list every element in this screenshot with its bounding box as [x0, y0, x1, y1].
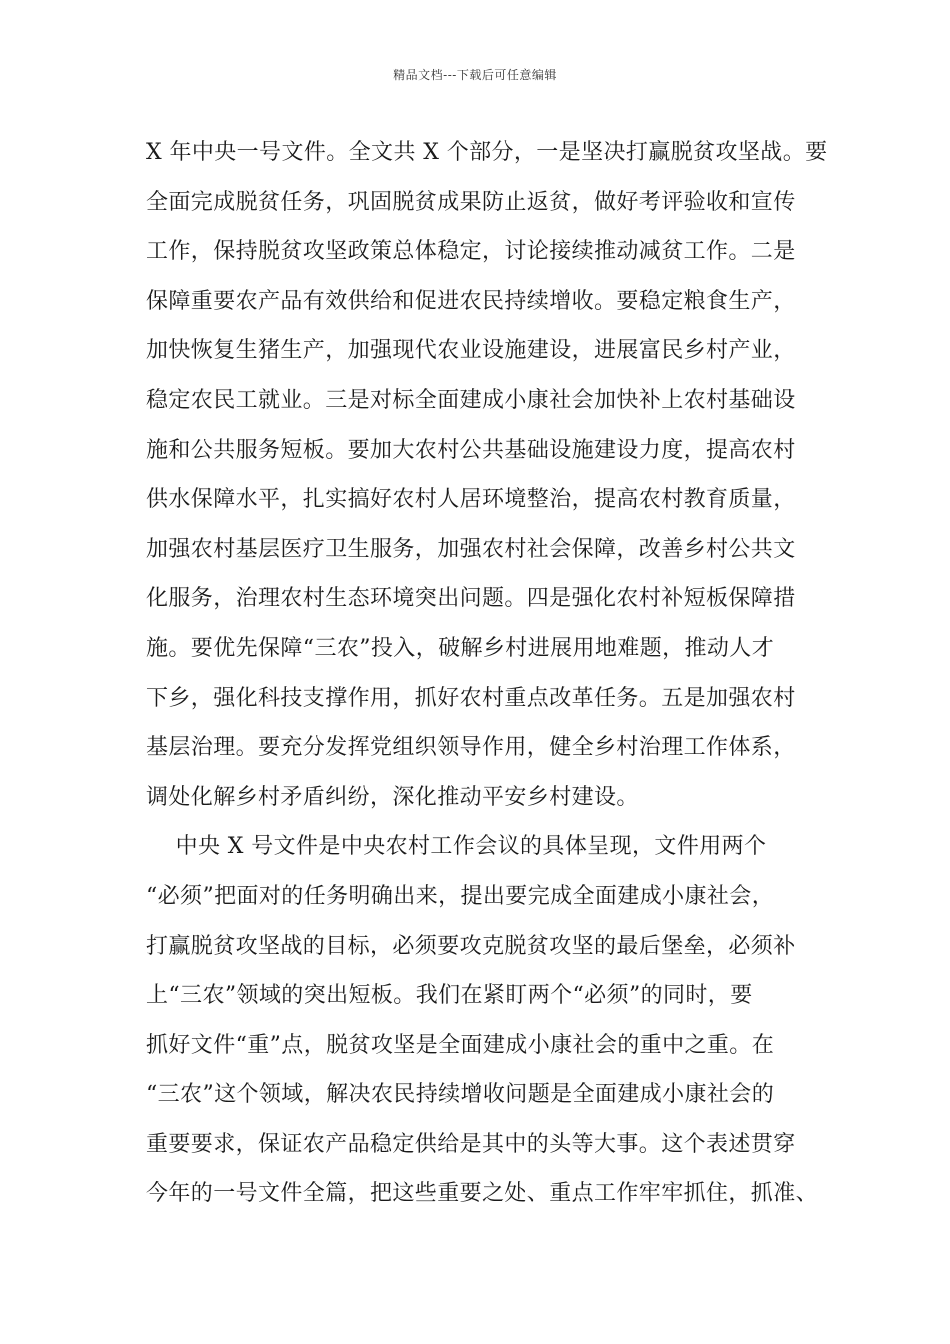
text-line: 保障重要农产品有效供给和促进农民持续增收。要稳定粮食生产， [146, 288, 796, 314]
text-line: 打赢脱贫攻坚战的目标，必须要攻克脱贫攻坚的最后堡垒，必须补 [146, 933, 796, 959]
text-line: 基层治理。要充分发挥党组织领导作用，健全乡村治理工作体系， [146, 735, 796, 761]
text-line: 加快恢复生猪生产，加强现代农业设施建设，进展富民乡村产业， [146, 338, 796, 364]
text-line: 上“三农”领域的突出短板。我们在紧盯两个“必须”的同时，要 [146, 983, 753, 1009]
text-line: 调处化解乡村矛盾纠纷，深化推动平安乡村建设。 [146, 784, 639, 810]
text-line: 重要要求，保证农产品稳定供给是其中的头等大事。这个表述贯穿 [146, 1131, 796, 1157]
text-line: 全面完成脱贫任务，巩固脱贫成果防止返贫，做好考评验收和宣传 [146, 189, 796, 215]
text-line: X 年中央一号文件。全文共 X 个部分，一是坚决打赢脱贫攻坚战。要 [146, 140, 828, 165]
text-line: 下乡，强化科技支撑作用，抓好农村重点改革任务。五是加强农村 [146, 685, 796, 711]
text-line: 工作，保持脱贫攻坚政策总体稳定，讨论接续推动减贫工作。二是 [146, 239, 796, 265]
text-line: “必须”把面对的任务明确出来，提出要完成全面建成小康社会， [146, 883, 775, 909]
text-line: 化服务，治理农村生态环境突出问题。四是强化农村补短板保障措 [146, 586, 796, 612]
paragraph-1 [146, 128, 828, 822]
body-text [146, 128, 828, 1219]
paragraph-2 [146, 822, 819, 1219]
page-header: 精品文档---下载后可任意编辑 [393, 68, 557, 82]
text-line: “三农”这个领域，解决农民持续增收问题是全面建成小康社会的 [146, 1082, 775, 1108]
text-line: 供水保障水平，扎实搞好农村人居环境整治，提高农村教育质量， [146, 487, 796, 513]
text-line: 中央 X 号文件是中央农村工作会议的具体呈现，文件用两个 [146, 834, 767, 860]
text-line: 稳定农民工就业。三是对标全面建成小康社会加快补上农村基础设 [146, 387, 796, 413]
text-line: 施和公共服务短板。要加大农村公共基础设施建设力度，提高农村 [146, 437, 796, 463]
text-line: 施。要优先保障“三农”投入，破解乡村进展用地难题，推动人才 [146, 635, 775, 661]
text-line: 加强农村基层医疗卫生服务，加强农村社会保障，改善乡村公共文 [146, 536, 796, 562]
text-line: 今年的一号文件全篇，把这些重要之处、重点工作牢牢抓住，抓准、 [146, 1181, 819, 1207]
text-line: 抓好文件“重”点，脱贫攻坚是全面建成小康社会的重中之重。在 [146, 1032, 775, 1058]
